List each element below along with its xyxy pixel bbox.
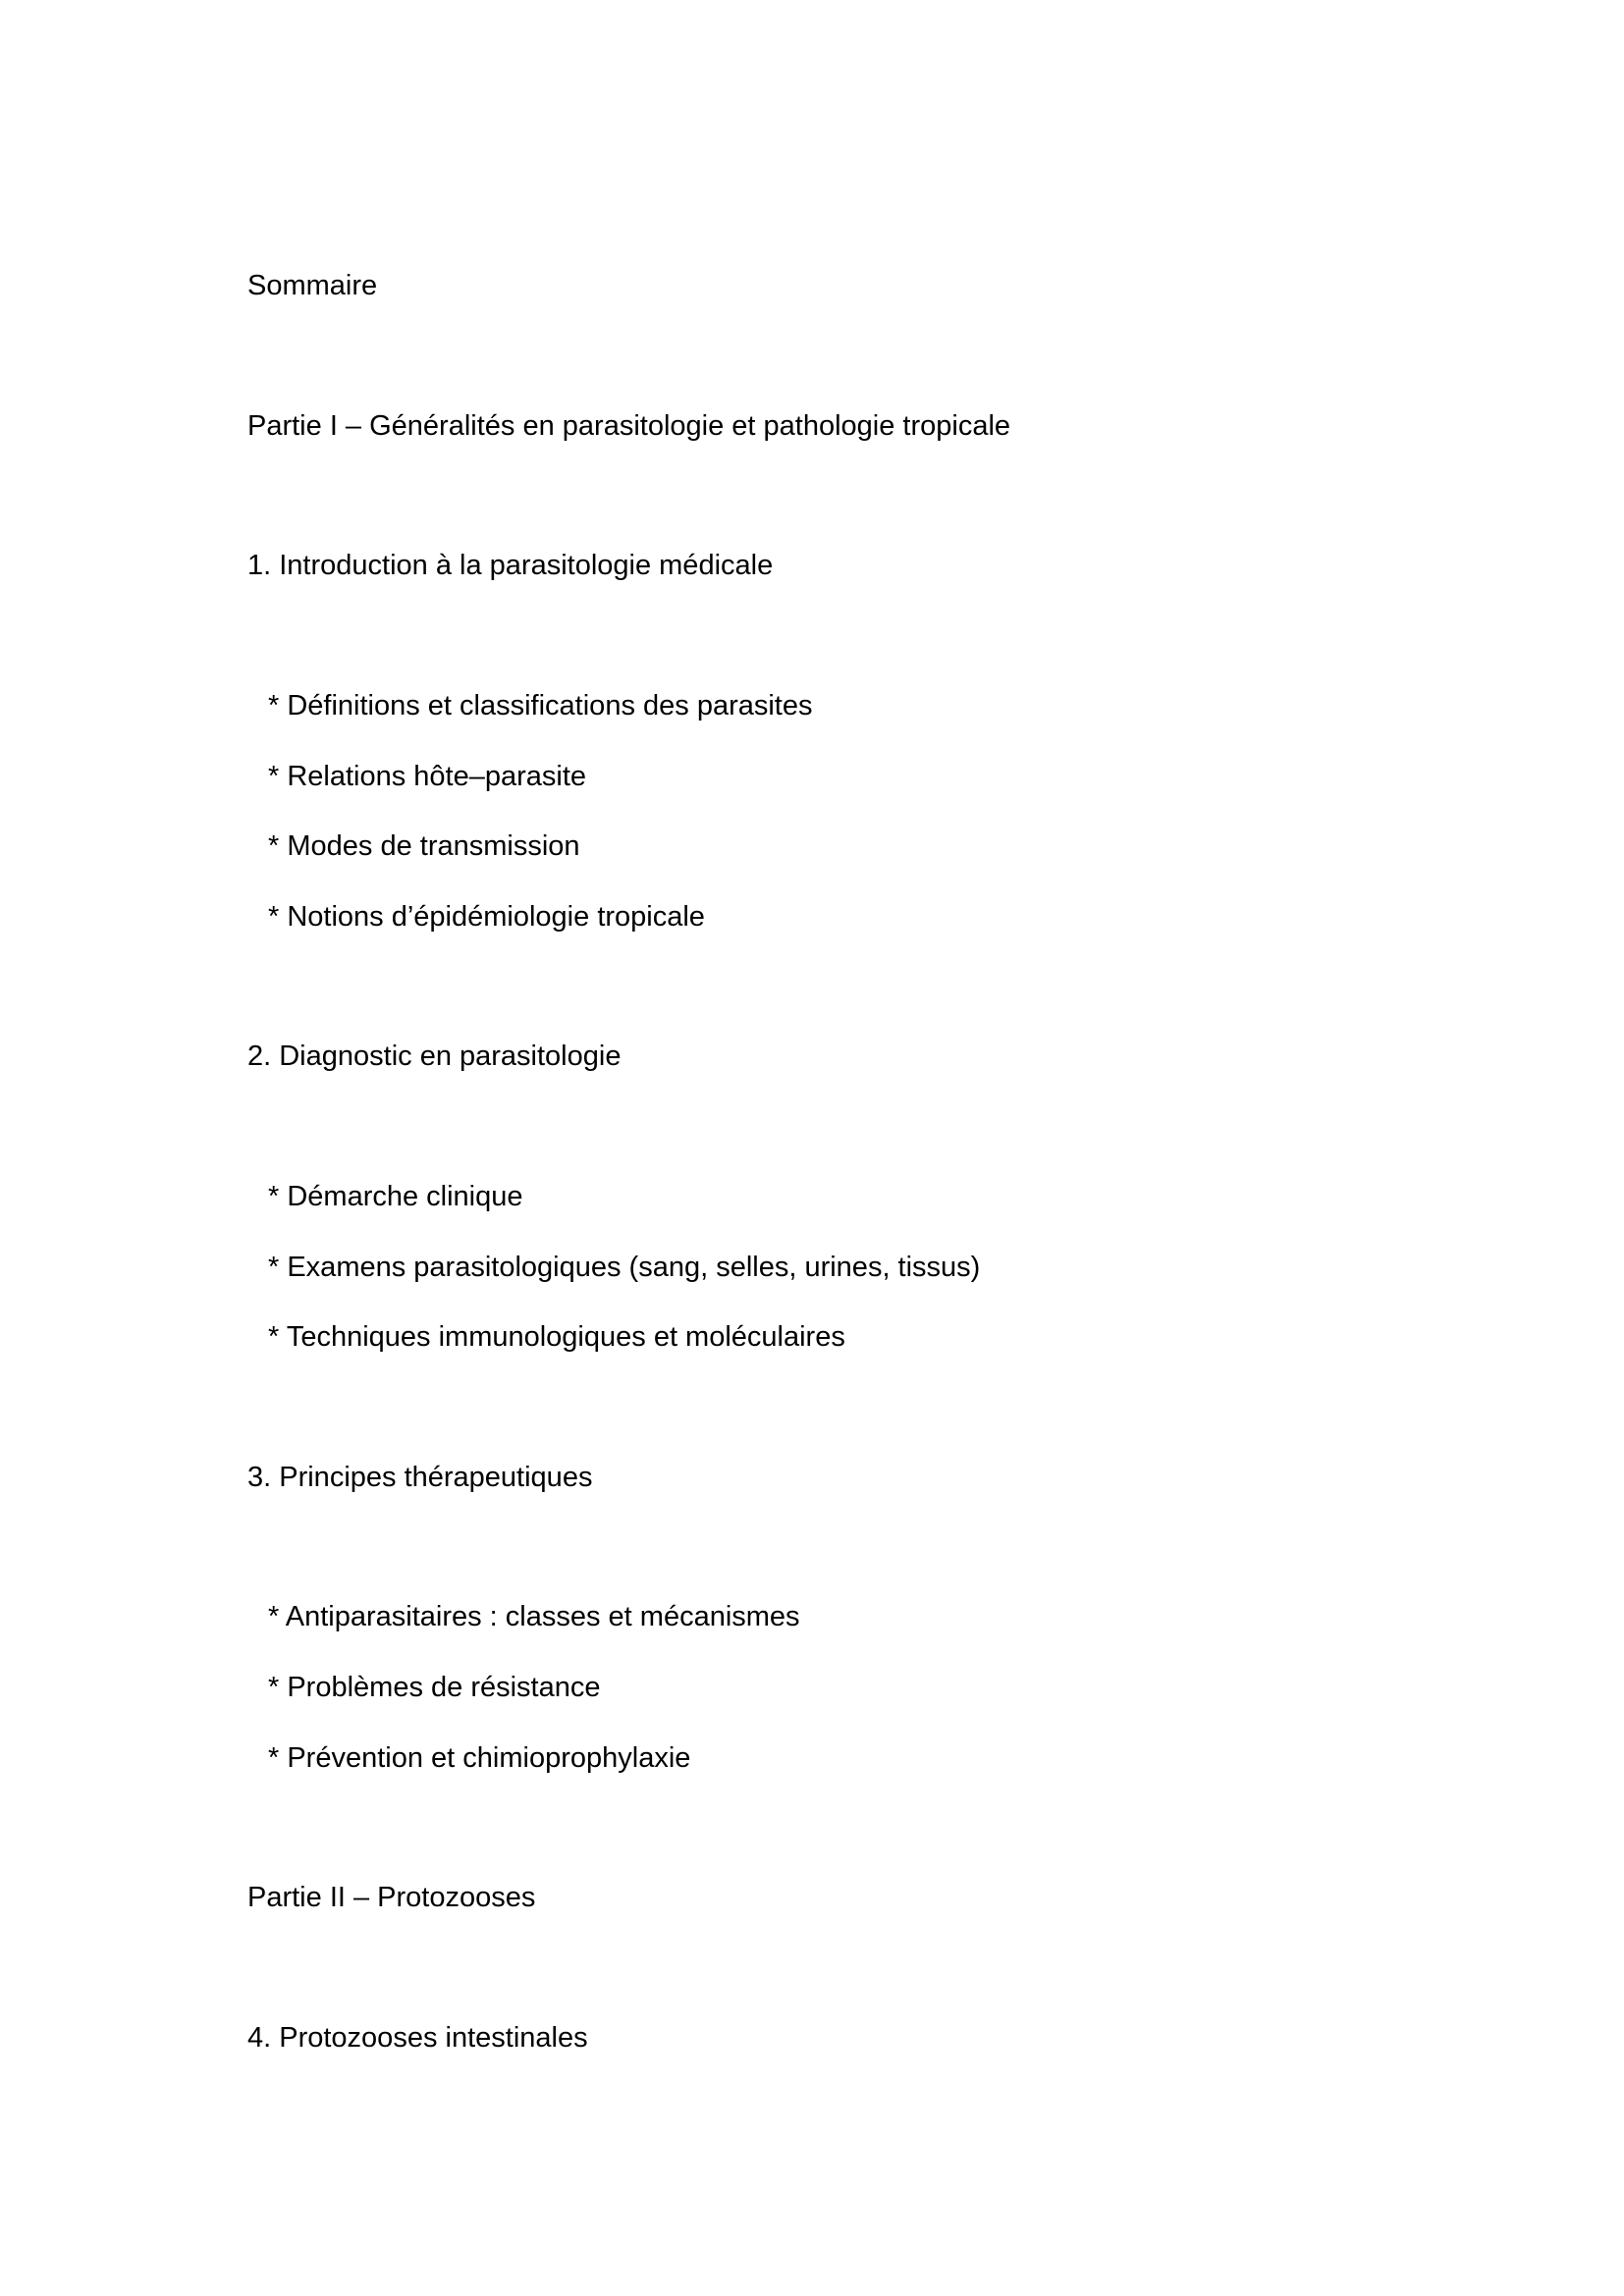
section-4-heading: 4. Protozooses intestinales	[247, 2022, 588, 2054]
toc-item: * Démarche clinique	[268, 1181, 523, 1212]
toc-item: * Relations hôte–parasite	[268, 761, 587, 792]
toc-item: * Techniques immunologiques et moléculaires	[268, 1321, 845, 1353]
section-2-heading: 2. Diagnostic en parasitologie	[247, 1041, 622, 1072]
toc-title: Sommaire	[247, 270, 378, 301]
toc-item: * Antiparasitaires : classes et mécanismes	[268, 1601, 800, 1632]
section-1-heading: 1. Introduction à la parasitologie médicale	[247, 550, 774, 581]
toc-item: * Notions d’épidémiologie tropicale	[268, 901, 705, 933]
toc-item: * Prévention et chimioprophylaxie	[268, 1742, 691, 1774]
toc-item: * Modes de transmission	[268, 830, 580, 862]
part-1-heading: Partie I – Généralités en parasitologie et pathologie tropicale	[247, 410, 1011, 442]
part-2-heading: Partie II – Protozooses	[247, 1882, 536, 1913]
toc-item: * Problèmes de résistance	[268, 1672, 601, 1703]
toc-item: * Examens parasitologiques (sang, selles, urines, tissus)	[268, 1252, 981, 1283]
section-3-heading: 3. Principes thérapeutiques	[247, 1462, 593, 1493]
toc-item: * Définitions et classifications des parasites	[268, 690, 813, 721]
